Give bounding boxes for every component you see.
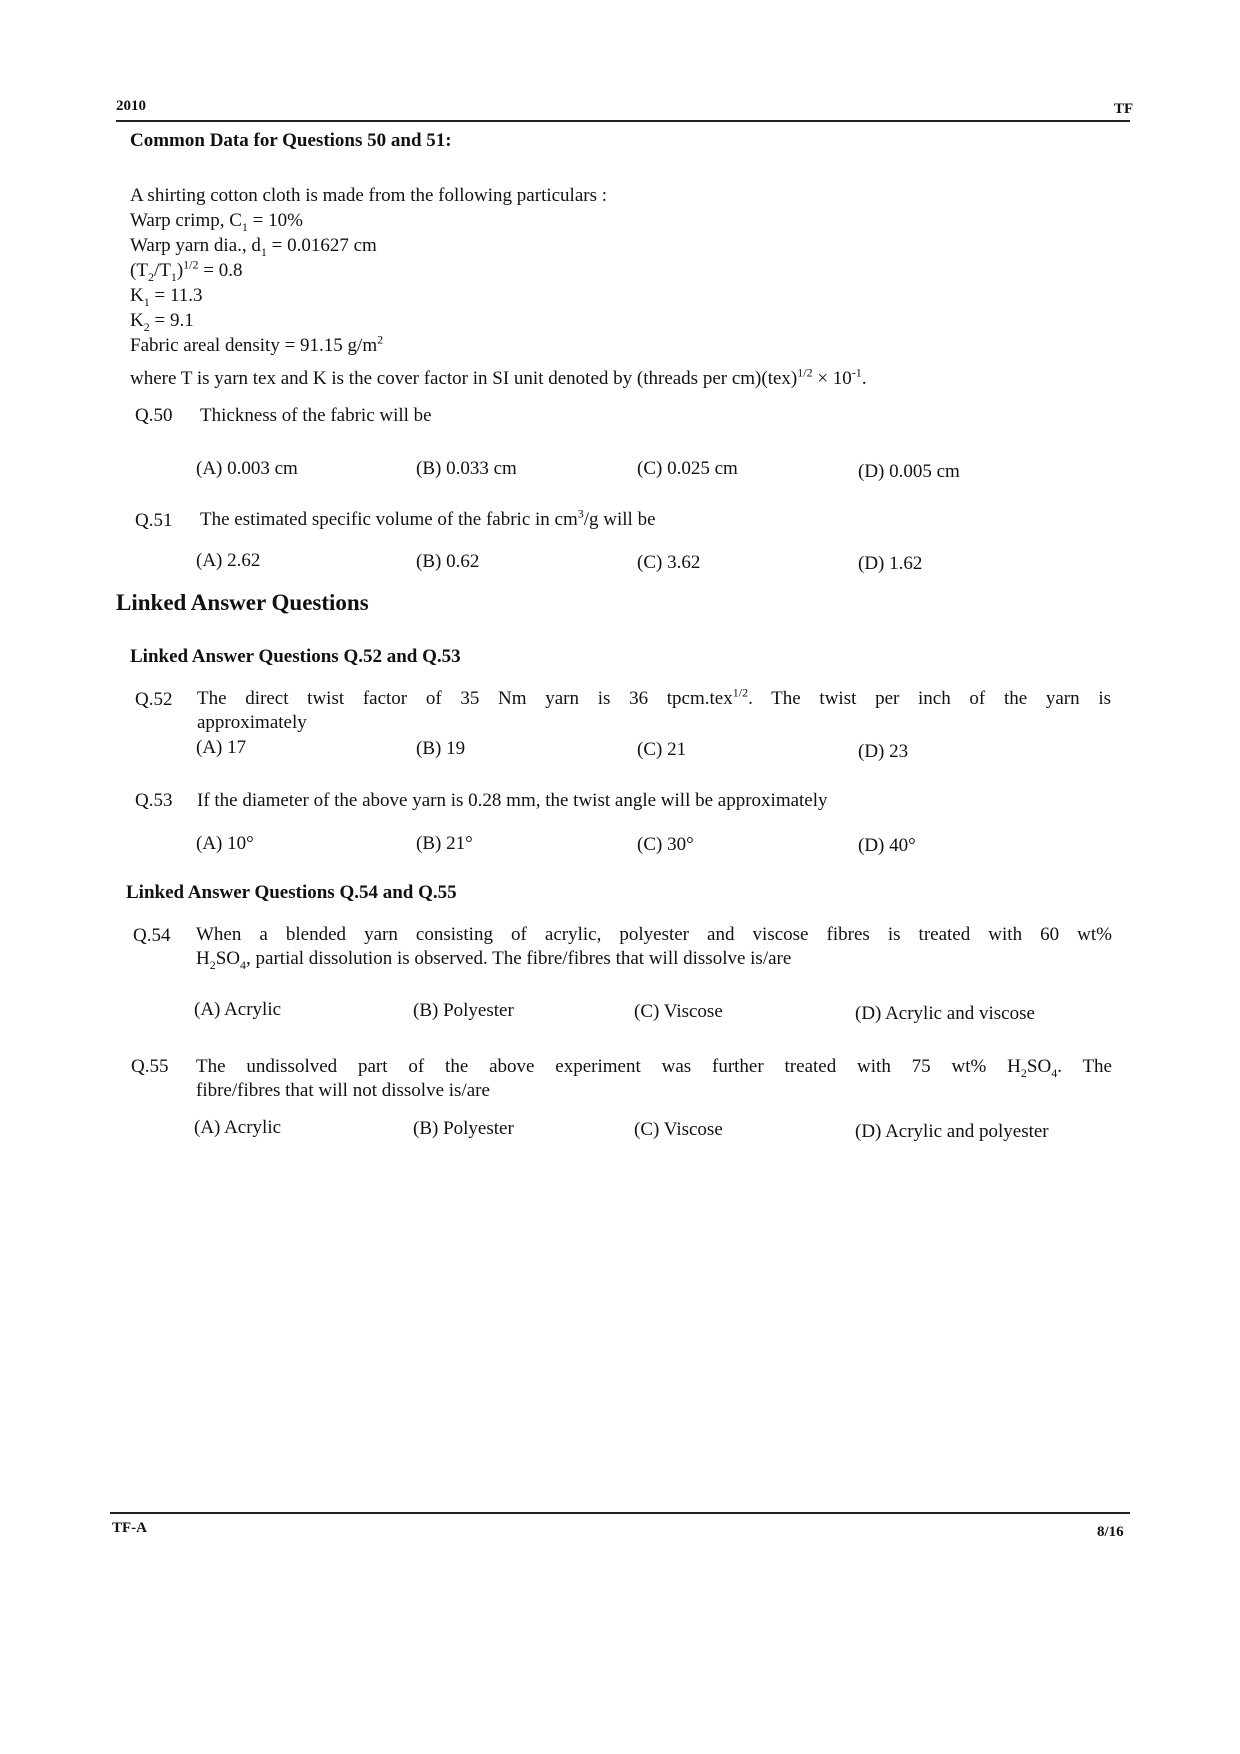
common-data-heading: Common Data for Questions 50 and 51: <box>130 130 452 151</box>
q52-option-b: (B) 19 <box>416 738 466 759</box>
areal-density-line: Fabric areal density = 91.15 $g/m^2$ <box>130 332 384 356</box>
q53-option-d: (D) 40° <box>858 835 916 856</box>
q51-option-d: (D) 1.62 <box>858 553 923 574</box>
q51-option-b: (B) 0.62 <box>416 551 480 572</box>
q53-option-b: (B) 21° <box>416 833 473 854</box>
linked-q54-q55-heading: Linked Answer Questions Q.54 and Q.55 <box>126 882 457 903</box>
linked-q52-q53-heading: Linked Answer Questions Q.52 and Q.53 <box>130 646 461 667</box>
q55-number: Q.55 <box>131 1056 169 1077</box>
q53-text: If the diameter of the above yarn is 0.28 mm, the twist angle will be approximately <box>197 790 828 811</box>
q55-option-b: (B) Polyester <box>413 1118 514 1139</box>
q53-option-c: (C) 30° <box>637 834 694 855</box>
header-rule <box>116 120 1130 122</box>
footer-rule <box>110 1512 1130 1514</box>
header-year: 2010 <box>116 98 146 114</box>
q50-option-c: (C) 0.025 cm <box>637 458 738 479</box>
q55-option-d: (D) Acrylic and polyester <box>855 1121 1049 1142</box>
q53-number: Q.53 <box>135 790 173 811</box>
q50-option-b: (B) 0.033 cm <box>416 458 517 479</box>
q51-text: The estimated specific volume of the fabric in $cm^3/g$ will be <box>200 506 656 530</box>
q50-option-a: (A) 0.003 cm <box>196 458 298 479</box>
k1-line: $K_1 = 11.3$ <box>130 285 203 309</box>
q52-option-d: (D) 23 <box>858 741 909 762</box>
header-code: TF <box>1114 101 1134 117</box>
tex-ratio-line: $(T_2/T_1)^{1/2} = 0.8$ <box>130 257 243 284</box>
q54-option-c: (C) Viscose <box>634 1001 723 1022</box>
q51-option-c: (C) 3.62 <box>637 552 701 573</box>
q54-option-b: (B) Polyester <box>413 1000 514 1021</box>
q51-option-a: (A) 2.62 <box>196 550 261 571</box>
q55-text: The undissolved part of the above experiment was further treated with 75 wt% $H_2SO_4$. The fibre/fibres that will not dissolve is/are <box>196 1056 1112 1101</box>
warp-dia-line: Warp yarn dia., $d_1 = 0.01627$ cm <box>130 235 377 259</box>
where-definition-line: where T is yarn tex and K is the cover factor in SI unit denoted by (threads per $cm)(tex)^{1/2} \times 10^{-1}$. <box>130 365 867 389</box>
q50-text: Thickness of the fabric will be <box>200 405 432 426</box>
footer-code: TF-A <box>112 1520 147 1536</box>
k2-line: $K_2 = 9.1$ <box>130 310 194 334</box>
q51-number: Q.51 <box>135 510 173 531</box>
q54-number: Q.54 <box>133 925 171 946</box>
q52-number: Q.52 <box>135 689 173 710</box>
q52-text: The direct twist factor of 35 Nm yarn is 36 tpcm.tex$^{1/2}$. The twist per inch of the yarn is approximately <box>197 685 1111 733</box>
q54-text: When a blended yarn consisting of acrylic, polyester and viscose fibres is treated with 60 wt% $H_2SO_4$, partial dissolution is observed. The fibre/fibres that will dissolve is/are <box>196 924 1112 972</box>
linked-answer-section-title: Linked Answer Questions <box>116 590 369 615</box>
warp-crimp-line: Warp crimp, $C_1 = 10\%$ <box>130 210 303 234</box>
q52-option-a: (A) 17 <box>196 737 247 758</box>
q52-option-c: (C) 21 <box>637 739 687 760</box>
q50-number: Q.50 <box>135 405 173 426</box>
q50-option-d: (D) 0.005 cm <box>858 461 960 482</box>
footer-page-number: 8/16 <box>1097 1524 1124 1540</box>
q54-option-d: (D) Acrylic and viscose <box>855 1003 1035 1024</box>
q55-option-a: (A) Acrylic <box>194 1117 282 1138</box>
q53-option-a: (A) 10° <box>196 833 254 854</box>
common-data-intro: A shirting cotton cloth is made from the following particulars : <box>130 185 608 206</box>
q55-option-c: (C) Viscose <box>634 1119 723 1140</box>
q54-option-a: (A) Acrylic <box>194 999 282 1020</box>
